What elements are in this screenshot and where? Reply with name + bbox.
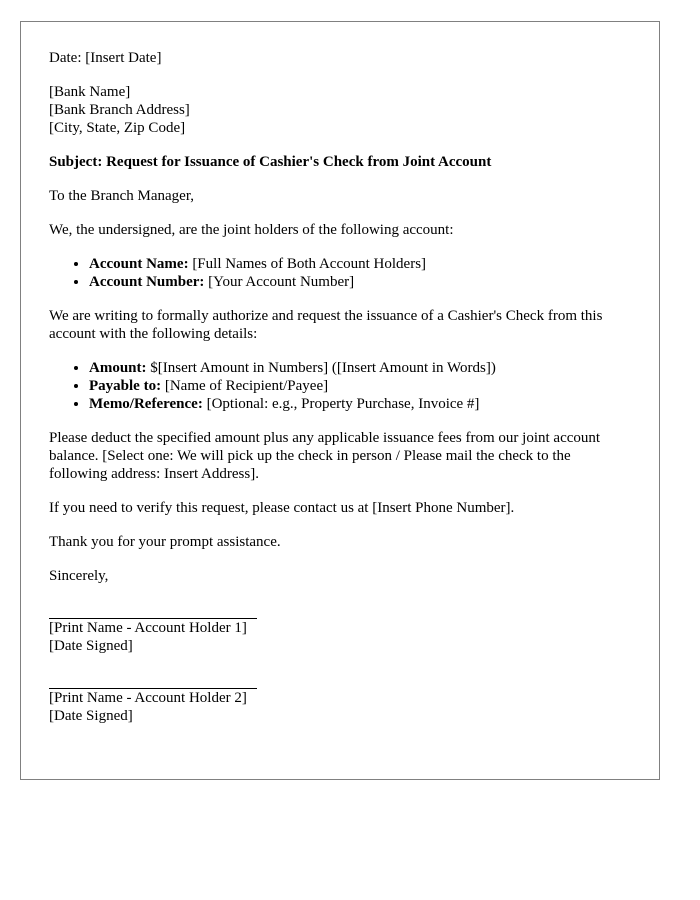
list-item [89,359,631,377]
signature-line [49,601,257,619]
bank-address-block [49,83,631,137]
signature-block-1 [49,601,631,655]
date-line: Date: [Insert Date] [49,50,162,66]
date-signed-holder-2: [Date Signed] [49,708,133,724]
account-name-label: Account Name: [89,256,189,272]
account-details-list [49,255,631,291]
verify-paragraph: If you need to verify this request, please contact us at [Insert Phone Number]. [49,500,515,516]
payable-to-value: [Name of Recipient/Payee] [161,378,329,394]
signature-block-2 [49,671,631,725]
salutation: To the Branch Manager, [49,188,194,204]
subject-line: Subject: Request for Issuance of Cashier's Check from Joint Account [49,154,492,170]
closing-line: Sincerely, [49,568,109,584]
account-number-label: Account Number: [89,274,205,290]
print-name-holder-2: [Print Name - Account Holder 2] [49,690,247,706]
thanks-line: Thank you for your prompt assistance. [49,534,281,550]
account-number-value: [Your Account Number] [204,274,355,290]
check-details-list [49,359,631,413]
intro-paragraph: We, the undersigned, are the joint holders of the following account: [49,222,454,238]
amount-value: $[Insert Amount in Numbers] ([Insert Amount in Words]) [146,360,496,376]
list-item [89,273,631,291]
list-item [89,377,631,395]
bank-branch-address: [Bank Branch Address] [49,102,190,118]
date-signed-holder-1: [Date Signed] [49,638,133,654]
print-name-holder-1: [Print Name - Account Holder 1] [49,620,247,636]
list-item [89,395,631,413]
request-paragraph: We are writing to formally authorize and request the issuance of a Cashier's Check from this account with the following details: [49,308,603,342]
payable-to-label: Payable to: [89,378,162,394]
memo-value: [Optional: e.g., Property Purchase, Invoice #] [202,396,480,412]
amount-label: Amount: [89,360,147,376]
signature-line [49,671,257,689]
deduct-paragraph: Please deduct the specified amount plus any applicable issuance fees from our joint account balance. [Select one: We will pick up the check in person / Please mail the check to the following address: Insert Address]. [49,430,601,482]
bank-name: [Bank Name] [49,84,131,100]
memo-label: Memo/Reference: [89,396,203,412]
city-state-zip: [City, State, Zip Code] [49,120,186,136]
letter-document [20,21,660,780]
account-name-value: [Full Names of Both Account Holders] [188,256,427,272]
list-item [89,255,631,273]
